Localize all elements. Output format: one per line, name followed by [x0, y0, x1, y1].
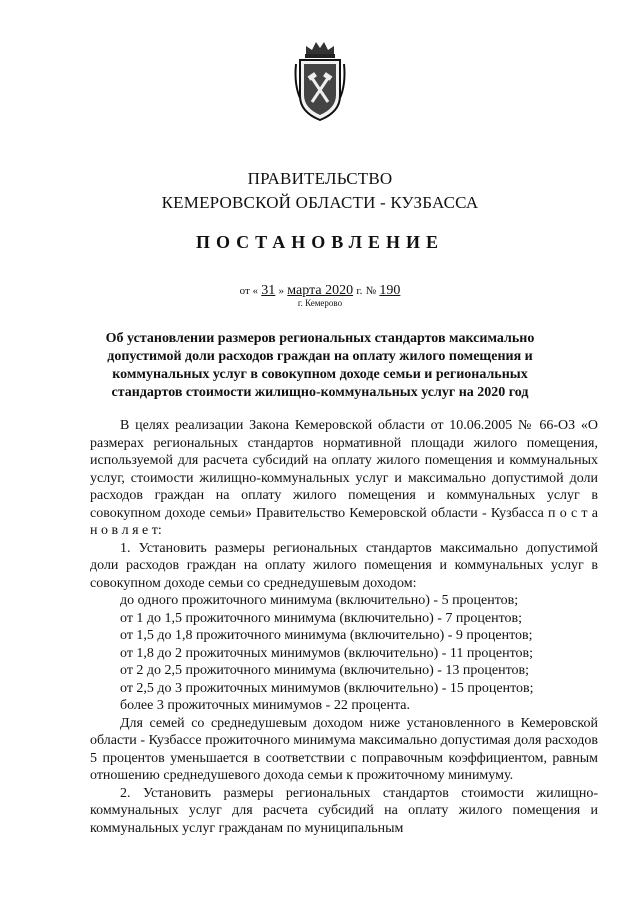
list-item: до одного прожиточного минимума (включительно) - 5 процентов; — [120, 593, 519, 608]
date-month-year: марта 2020 — [287, 283, 354, 298]
list-item: от 1,5 до 1,8 прожиточного минимума (включительно) - 9 процентов; — [120, 628, 533, 643]
document-type-heading: ПОСТАНОВЛЕНИЕ — [195, 232, 445, 252]
date-number-line — [0, 282, 640, 299]
government-name-line2: КЕМЕРОВСКОЙ ОБЛАСТИ - КУЗБАССА — [161, 193, 479, 212]
date-day: 31 — [261, 283, 276, 298]
number-label: № — [365, 285, 377, 297]
intro-paragraph: В целях реализации Закона Кемеровской области от 10.06.2005 № 66-ОЗ «О размерах региональных стандартов нормативной площади жилого помещения, используемой для расчета субсидий на оплату жилого помещения и коммунальных услуг, стоимости жилищно-коммунальных услуг и максимально допустимой доли расходов граждан на оплату жилого помещения и коммунальных услуг в совокупном доходе семьи» Правительство Кемеровской области - Кузбасса п о с т а н о в л я е т: — [90, 418, 598, 538]
list-item: от 1,8 до 2 прожиточных минимумов (включительно) - 11 процентов; — [120, 645, 533, 661]
kemerovo-region-coat-of-arms-icon — [292, 40, 348, 122]
list-item: от 2 до 2,5 прожиточного минимума (включительно) - 13 процентов; — [120, 663, 530, 678]
item-1-paragraph: 1. Установить размеры региональных стандартов максимально допустимой доли расходов граждан на оплату жилого помещения и коммунальных услуг в совокупном доходе семьи со среднедушевым доходом: — [90, 540, 598, 591]
list-item: более 3 прожиточных минимумов - 22 процента. — [120, 698, 411, 713]
document-number: 190 — [379, 283, 401, 298]
date-prefix: от « — [239, 285, 259, 297]
document-body — [90, 417, 598, 837]
item-2-paragraph: 2. Установить размеры региональных стандартов стоимости жилищно-коммунальных услуг для расчета субсидий на оплату жилого помещения и коммунальных услуг гражданам по муниципальным — [90, 785, 598, 836]
list-item: от 2,5 до 3 прожиточных минимумов (включительно) - 15 процентов; — [120, 680, 534, 696]
families-paragraph: Для семей со среднедушевым доходом ниже установленного в Кемеровской области - Кузбассе прожиточного минимума максимально допустимая доля расходов 5 процентов уменьшается в соответствии с поправочным коэффициентом, равным отношению среднедушевого дохода семьи к прожиточному минимуму. — [90, 715, 598, 783]
date-year-suffix: г. — [356, 285, 363, 297]
document-title: Об установлении размеров региональных стандартов максимально допустимой доли расходов граждан на оплату жилого помещения и коммунальных услуг в совокупном доходе семьи и региональных стандартов стоимости жилищно-коммунальных услуг на 2020 год — [105, 331, 535, 400]
city-label: г. Кемерово — [297, 298, 343, 308]
government-name-line1: ПРАВИТЕЛЬСТВО — [247, 169, 393, 188]
list-item: от 1 до 1,5 прожиточного минимума (включительно) - 7 процентов; — [120, 610, 523, 626]
date-mid: » — [278, 285, 285, 297]
